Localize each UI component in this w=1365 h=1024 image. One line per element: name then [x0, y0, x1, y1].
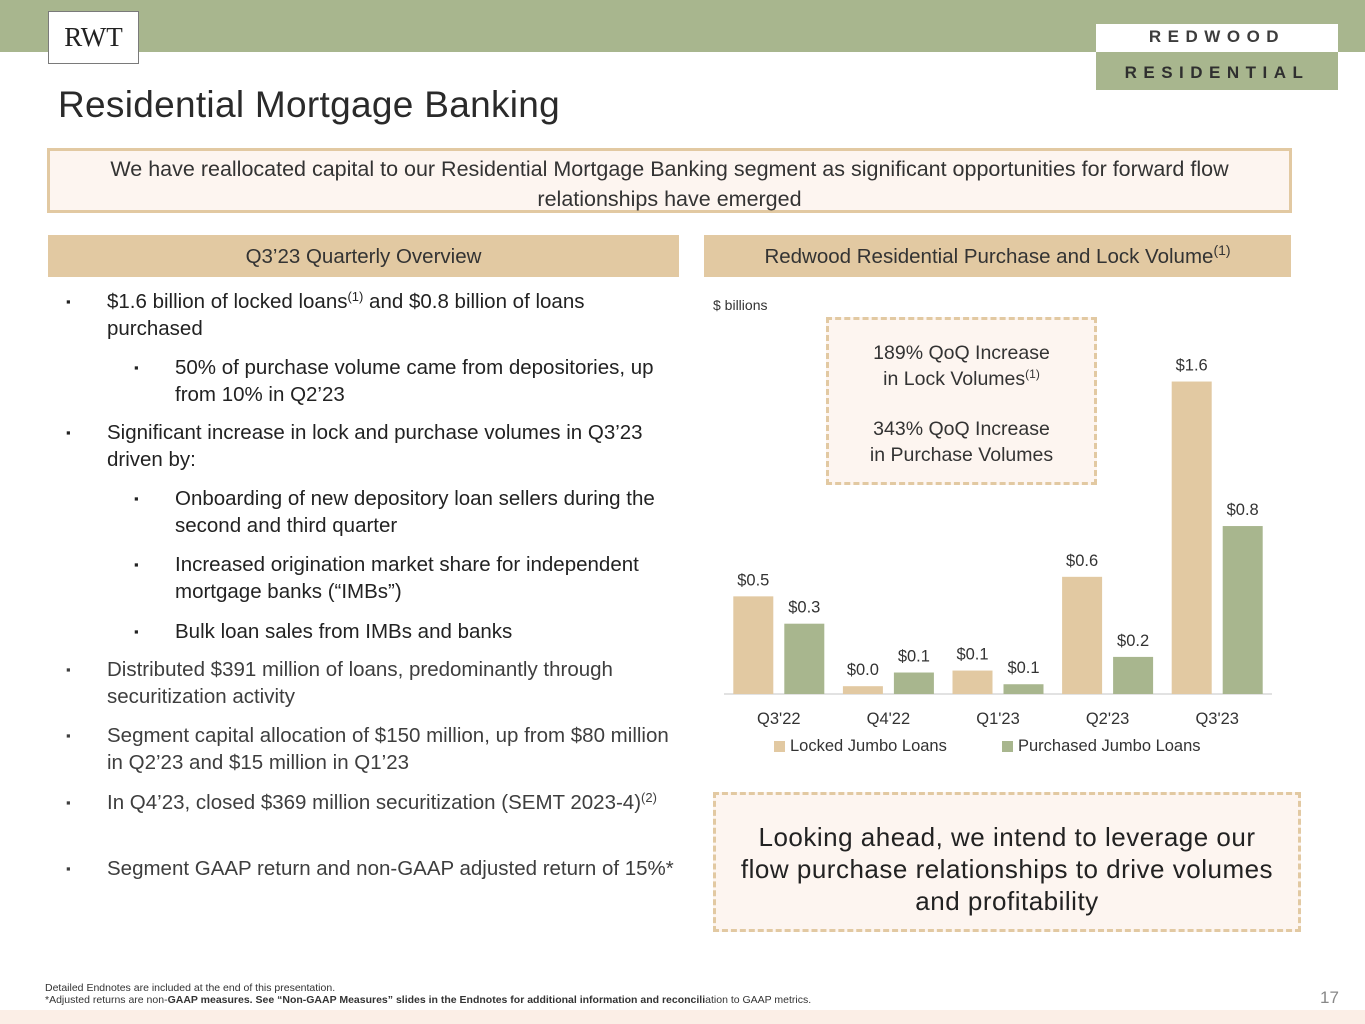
bullet-marker: ▪ — [134, 491, 139, 506]
legend-swatch — [774, 741, 785, 752]
rwt-logo: RWT — [48, 11, 139, 64]
bullet-text — [107, 789, 677, 816]
right-panel-header-sup: (1) — [1213, 242, 1231, 258]
bar-purchased — [1004, 684, 1044, 694]
bottom-band — [0, 1010, 1365, 1024]
bar-purchased — [894, 673, 934, 694]
bullet-text-part: In Q4’23, closed $369 million securitization (SEMT 2023-4) — [107, 791, 642, 814]
bullet-marker: ▪ — [66, 662, 71, 677]
legend-label: Locked Jumbo Loans — [790, 737, 947, 755]
data-label: $0.1 — [956, 645, 989, 664]
bullet-marker: ▪ — [66, 795, 71, 810]
brand-line-2: RESIDENTIAL — [1124, 63, 1310, 82]
callout-sup: (1) — [1025, 367, 1040, 381]
x-tick-label: Q3'23 — [1195, 710, 1239, 728]
unit-label: $ billions — [713, 297, 768, 313]
callout-line-3: 343% QoQ Increase — [873, 418, 1050, 440]
brand-line-1: REDWOOD — [1148, 27, 1286, 46]
lookahead-callout — [713, 792, 1301, 932]
footnote-part-bold: GAAP measures. See “Non-GAAP Measures” slides in the Endnotes for additional information and reconcili — [167, 994, 706, 1006]
bar-locked — [1172, 382, 1212, 694]
bullet-text: Onboarding of new depository loan sellers during the second and third quarter — [175, 487, 655, 537]
data-label: $1.6 — [1175, 356, 1208, 375]
callout-line-1: 189% QoQ Increase — [873, 342, 1050, 364]
x-tick-label: Q4'22 — [866, 710, 911, 728]
bullet-text: Significant increase in lock and purchase volumes in Q3’23 driven by: — [107, 421, 643, 471]
bullet-text — [107, 288, 677, 342]
right-panel-header — [704, 235, 1291, 277]
bullet-sup: (2) — [641, 790, 657, 805]
left-panel-header-text: Q3’23 Quarterly Overview — [245, 245, 482, 268]
callout-spacer — [829, 392, 1094, 416]
data-label: $0.1 — [1007, 659, 1040, 678]
banner-text: We have reallocated capital to our Residential Mortgage Banking segment as significant opportunities for forward flow relationships have emerged — [110, 157, 1229, 211]
data-label: $0.2 — [1117, 631, 1150, 650]
x-tick-label: Q1'23 — [976, 710, 1020, 728]
bar-locked — [843, 686, 883, 694]
data-label: $0.3 — [788, 598, 821, 617]
bullet-marker: ▪ — [66, 294, 71, 309]
bar-locked — [953, 671, 993, 694]
callout-line-2-text: in Lock Volumes — [883, 368, 1026, 390]
bullet-marker: ▪ — [66, 861, 71, 876]
footnote-adjusted — [45, 994, 811, 1006]
page-title: Residential Mortgage Banking — [58, 84, 561, 125]
bar-locked — [733, 596, 773, 694]
footnote-part: *Adjusted returns are non- — [45, 994, 168, 1006]
bullet-text: Distributed $391 million of loans, predominantly through securitization activity — [107, 658, 613, 708]
bullet-text: Increased origination market share for independent mortgage banks (“IMBs”) — [175, 553, 639, 603]
bullet-marker: ▪ — [66, 728, 71, 743]
bullet-text-part: and $0.8 billion of loans purchased — [107, 290, 585, 340]
bullet-text-part: $1.6 billion of locked loans — [107, 290, 348, 313]
callout-line-2 — [829, 366, 1094, 392]
data-label: $0.0 — [846, 661, 879, 680]
bullet-marker: ▪ — [134, 360, 139, 375]
bullet-marker: ▪ — [66, 425, 71, 440]
x-tick-label: Q2'23 — [1085, 710, 1130, 728]
bullet-marker: ▪ — [134, 624, 139, 639]
bar-purchased — [1113, 657, 1153, 694]
data-label: $0.1 — [897, 647, 930, 666]
footnote-endnotes: Detailed Endnotes are included at the end of this presentation. — [45, 982, 336, 994]
left-panel-header — [48, 235, 679, 277]
bullet-sup: (1) — [347, 289, 364, 304]
data-label: $0.6 — [1066, 551, 1099, 570]
bullet-text: Bulk loan sales from IMBs and banks — [175, 620, 513, 643]
footnote-part: ation to GAAP metrics. — [705, 994, 812, 1006]
bullet-text: Segment GAAP return and non-GAAP adjusted return of 15%* — [107, 857, 674, 880]
qoq-callout — [826, 317, 1097, 485]
bar-purchased — [1223, 526, 1263, 694]
bullet-text: Segment capital allocation of $150 million, up from $80 million in Q2’23 and $15 million in Q1’23 — [107, 724, 669, 774]
bullet-marker: ▪ — [134, 557, 139, 572]
right-panel-header-text: Redwood Residential Purchase and Lock Volume — [764, 245, 1214, 268]
page-number: 17 — [1320, 988, 1339, 1007]
lookahead-text: Looking ahead, we intend to leverage our flow purchase relationships to drive volumes and profitability — [740, 822, 1274, 916]
callout-line-4: in Purchase Volumes — [869, 444, 1054, 466]
data-label: $0.8 — [1226, 501, 1259, 520]
legend-label: Purchased Jumbo Loans — [1018, 737, 1201, 755]
data-label: $0.5 — [737, 571, 770, 590]
bar-purchased — [784, 624, 824, 694]
legend-swatch — [1002, 741, 1013, 752]
bar-locked — [1062, 577, 1102, 694]
banner — [47, 148, 1292, 213]
bullet-text: 50% of purchase volume came from depositories, up from 10% in Q2’23 — [175, 356, 654, 406]
x-tick-label: Q3'22 — [757, 710, 801, 728]
